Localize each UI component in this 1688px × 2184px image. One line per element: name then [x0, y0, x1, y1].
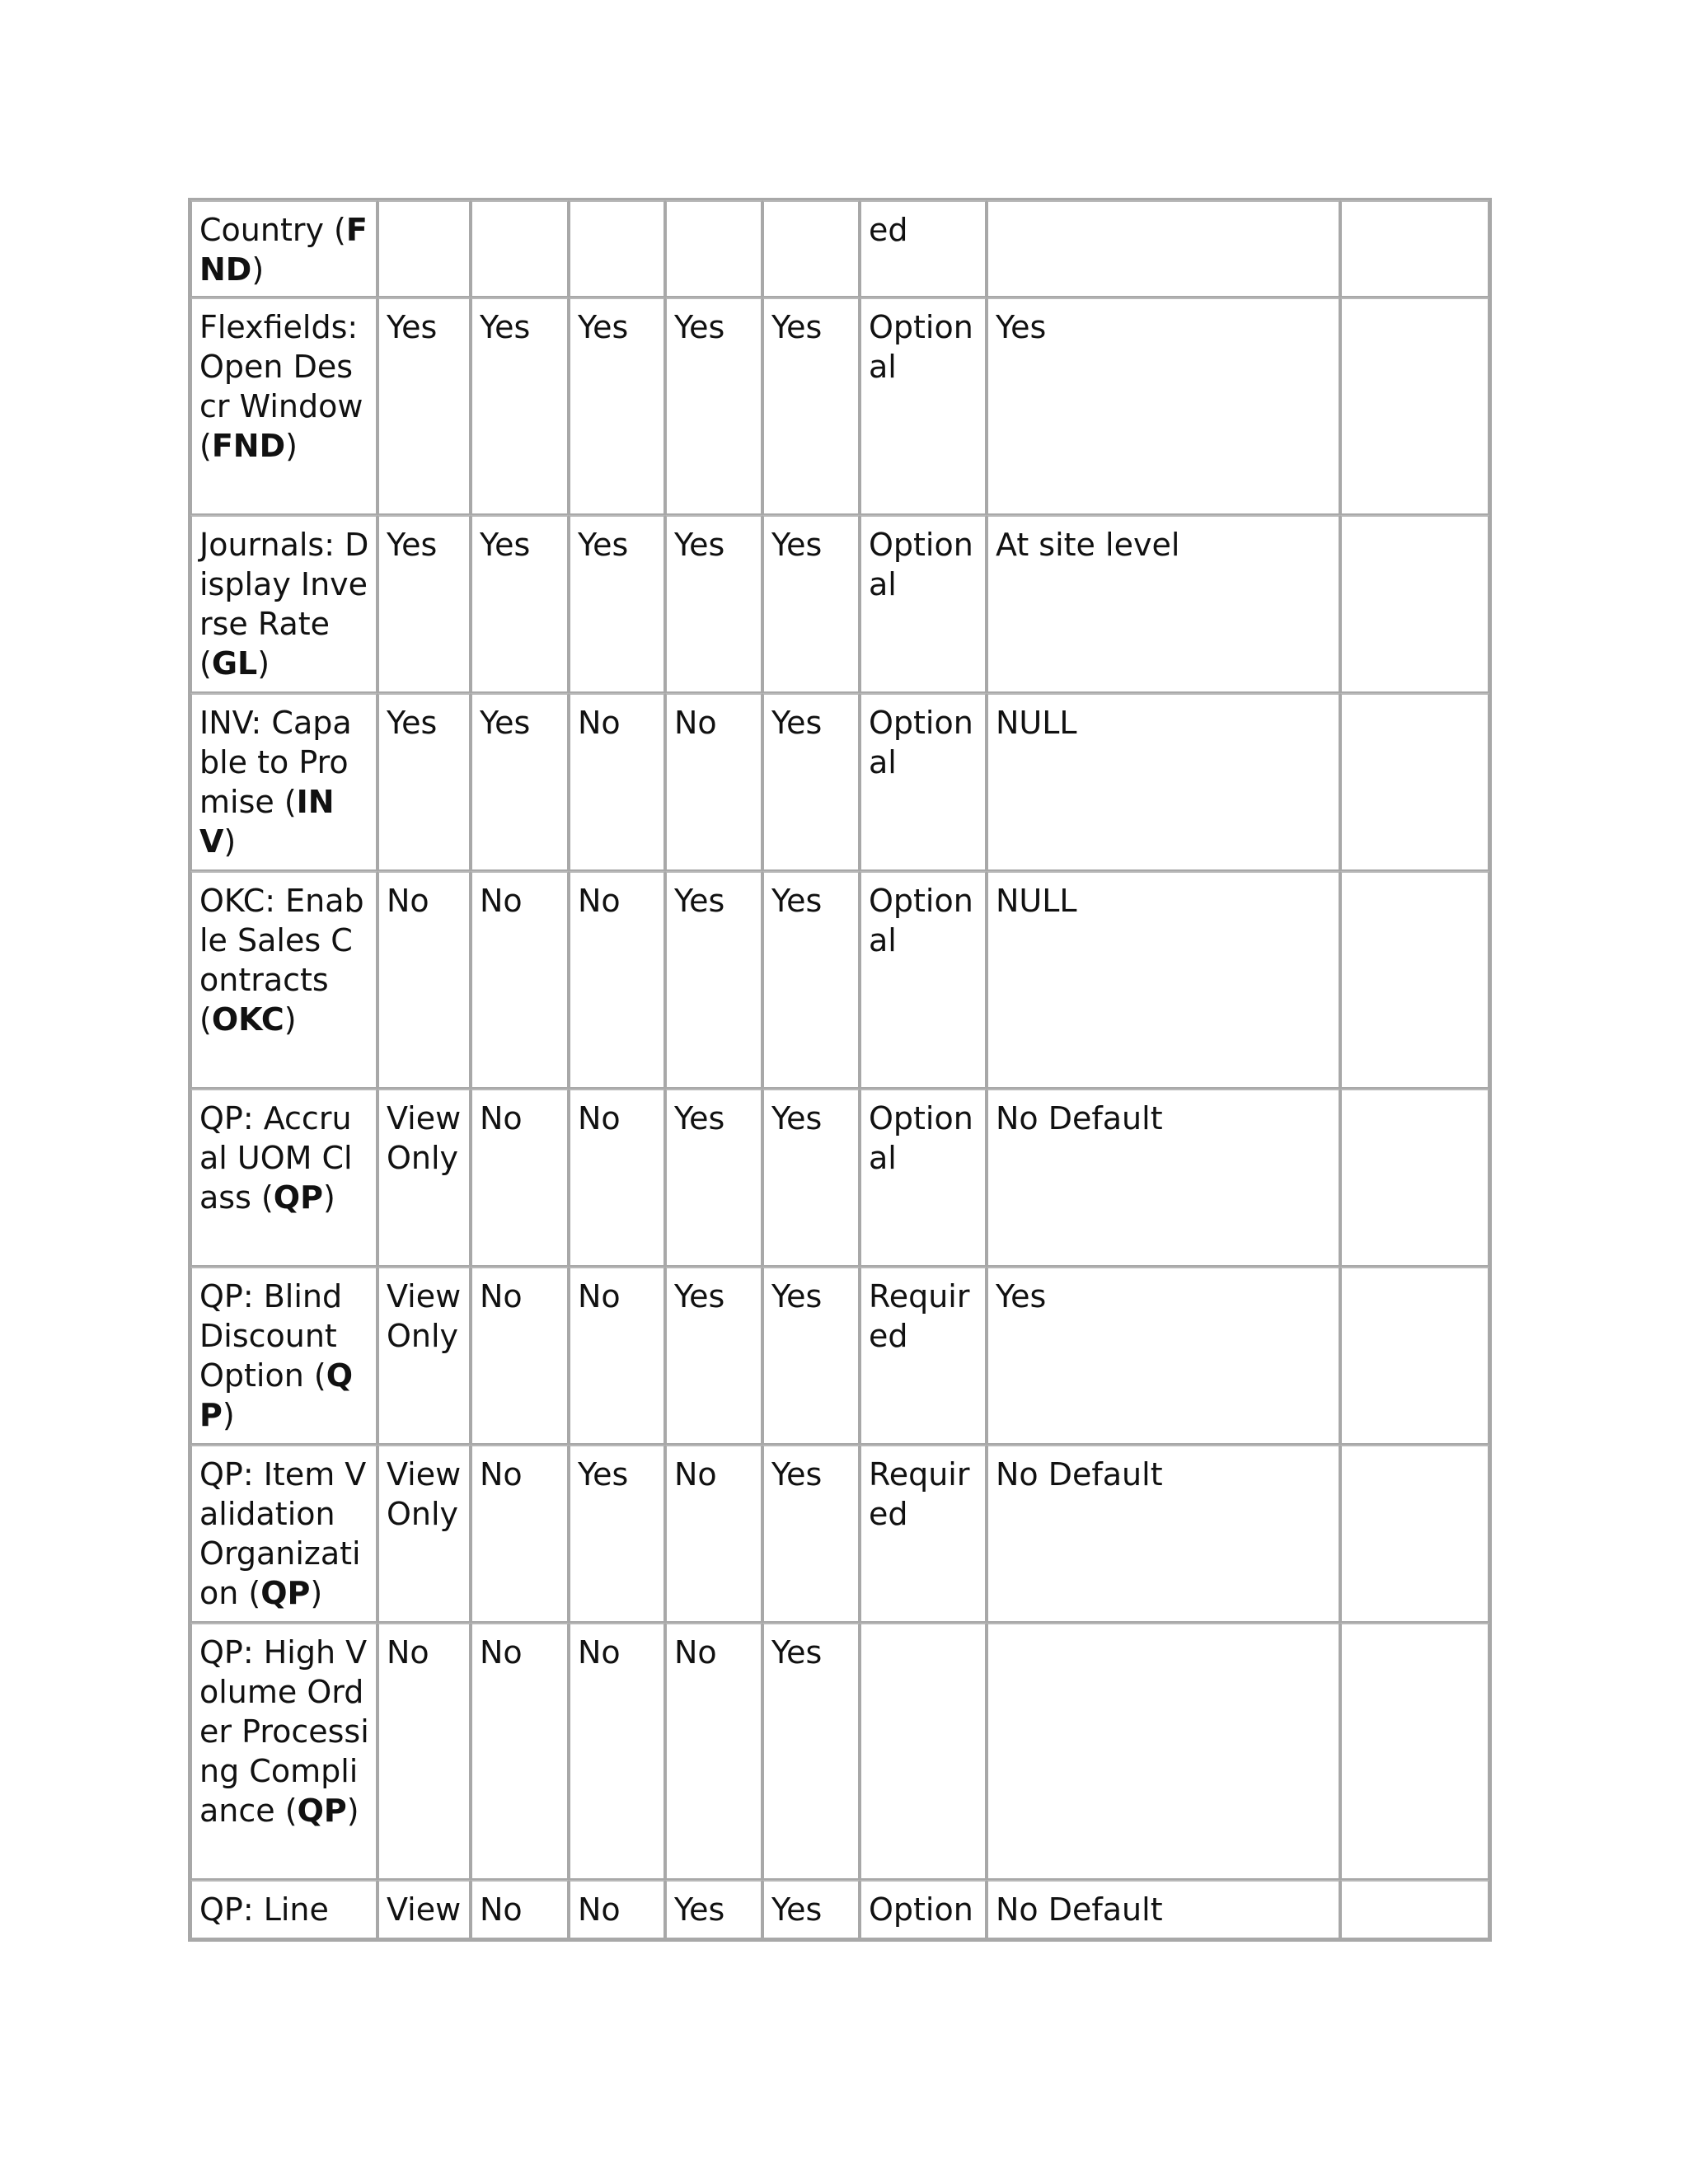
default-value-cell — [987, 200, 1340, 298]
access-level-cell-5: Yes — [762, 871, 860, 1089]
access-level-cell-4: Yes — [665, 515, 762, 693]
application-code: QP — [260, 1575, 311, 1611]
profile-option-name: INV: Capable to Promise — [199, 705, 352, 820]
default-value-cell — [987, 1623, 1340, 1880]
access-level-cell-5: Yes — [762, 298, 860, 515]
table-row — [190, 200, 1489, 298]
access-level-cell-4: Yes — [665, 1089, 762, 1267]
access-level-cell-5: Yes — [762, 1445, 860, 1623]
profile-option-name: Journals: Display Inverse Rate — [199, 527, 369, 642]
profile-option-cell: QP: Blind Discount Option (QP) — [190, 1267, 377, 1445]
access-level-cell-1: No — [377, 871, 471, 1089]
default-value-cell: No Default — [987, 1089, 1340, 1267]
access-level-cell-3: Yes — [569, 515, 665, 693]
access-level-cell-1: View Only — [377, 1089, 471, 1267]
access-level-cell-2 — [471, 200, 569, 298]
access-level-cell-5: Yes — [762, 1623, 860, 1880]
access-level-cell-4: No — [665, 1623, 762, 1880]
access-level-cell-3: No — [569, 1623, 665, 1880]
access-level-cell-4: Yes — [665, 1267, 762, 1445]
default-value-cell: NULL — [987, 871, 1340, 1089]
table-row — [190, 871, 1489, 1089]
access-level-cell-1: View Only — [377, 1267, 471, 1445]
profile-option-name: OKC: Enable Sales Contracts — [199, 883, 364, 998]
notes-cell — [1340, 515, 1489, 693]
profile-option-cell: Journals: Display Inverse Rate (GL) — [190, 515, 377, 693]
default-value-cell: NULL — [987, 693, 1340, 871]
access-level-cell-5: Yes — [762, 693, 860, 871]
access-level-cell-3: No — [569, 871, 665, 1089]
access-level-cell-3: Yes — [569, 1445, 665, 1623]
required-cell: Optional — [860, 298, 987, 515]
application-code: INV — [199, 784, 335, 860]
access-level-cell-1: View Only — [377, 1445, 471, 1623]
access-level-cell-4: Yes — [665, 871, 762, 1089]
default-value-cell: Yes — [987, 298, 1340, 515]
required-cell: Optional — [860, 871, 987, 1089]
access-level-cell-3: No — [569, 1880, 665, 1939]
profile-option-cell — [190, 1880, 377, 1939]
required-cell: Optional — [860, 1089, 987, 1267]
notes-cell — [1340, 871, 1489, 1089]
required-cell: Required — [860, 1267, 987, 1445]
access-level-cell-4: Yes — [665, 298, 762, 515]
profile-option-cell: Country (FND) — [190, 200, 377, 298]
access-level-cell-5: Yes — [762, 1089, 860, 1267]
default-value-cell: At site level — [987, 515, 1340, 693]
application-code: OKC — [211, 1001, 284, 1038]
profile-option-name: QP: Line — [199, 1891, 329, 1928]
access-level-cell-3 — [569, 200, 665, 298]
access-level-cell-3: No — [569, 1089, 665, 1267]
notes-cell — [1340, 1623, 1489, 1880]
notes-cell — [1340, 200, 1489, 298]
access-level-cell-4: No — [665, 1445, 762, 1623]
profile-option-cell: OKC: Enable Sales Contracts (OKC) — [190, 871, 377, 1089]
access-level-cell-4: No — [665, 693, 762, 871]
default-value-cell: Yes — [987, 1267, 1340, 1445]
access-level-cell-4 — [665, 200, 762, 298]
profile-option-cell: QP: Item Validation Organization (QP) — [190, 1445, 377, 1623]
profile-option-cell: QP: High Volume Order Processing Compliance (QP) — [190, 1623, 377, 1880]
access-level-cell-4: Yes — [665, 1880, 762, 1939]
access-level-cell-3: Yes — [569, 298, 665, 515]
required-cell: ed — [860, 200, 987, 298]
access-level-cell-1: No — [377, 1623, 471, 1880]
application-code: GL — [211, 645, 258, 682]
required-cell: Optional — [860, 693, 987, 871]
profile-option-cell: QP: Accrual UOM Class (QP) — [190, 1089, 377, 1267]
access-level-cell-1: View — [377, 1880, 471, 1939]
profile-option-cell: Flexfields: Open Descr Window (FND) — [190, 298, 377, 515]
application-code: QP — [297, 1793, 347, 1829]
notes-cell — [1340, 1880, 1489, 1939]
access-level-cell-1: Yes — [377, 693, 471, 871]
notes-cell — [1340, 1267, 1489, 1445]
required-cell — [860, 1623, 987, 1880]
profile-options-table — [188, 198, 1492, 1942]
access-level-cell-2: No — [471, 1623, 569, 1880]
access-level-cell-2: No — [471, 1267, 569, 1445]
access-level-cell-2: No — [471, 1089, 569, 1267]
access-level-cell-2: Yes — [471, 298, 569, 515]
access-level-cell-2: Yes — [471, 515, 569, 693]
profile-option-name: QP: High Volume Order Processing Compliance — [199, 1634, 369, 1829]
notes-cell — [1340, 298, 1489, 515]
profile-option-name: QP: Item Validation Organization — [199, 1456, 367, 1611]
access-level-cell-1: Yes — [377, 298, 471, 515]
access-level-cell-3: No — [569, 693, 665, 871]
table-row — [190, 1267, 1489, 1445]
default-value-cell: No Default — [987, 1880, 1340, 1939]
access-level-cell-2: Yes — [471, 693, 569, 871]
notes-cell — [1340, 1445, 1489, 1623]
profile-option-name: QP: Accrual UOM Class — [199, 1100, 353, 1216]
notes-cell — [1340, 693, 1489, 871]
access-level-cell-5: Yes — [762, 515, 860, 693]
application-code: QP — [273, 1179, 323, 1216]
table-row — [190, 1623, 1489, 1880]
profile-option-name: Flexfields: Open Descr Window — [199, 309, 363, 424]
access-level-cell-1 — [377, 200, 471, 298]
required-cell: Required — [860, 1445, 987, 1623]
access-level-cell-1: Yes — [377, 515, 471, 693]
table-row — [190, 1089, 1489, 1267]
table-row — [190, 298, 1489, 515]
application-code: FND — [199, 212, 368, 288]
application-code: FND — [211, 428, 286, 464]
access-level-cell-2: No — [471, 871, 569, 1089]
application-code: QP — [199, 1357, 354, 1433]
access-level-cell-5: Yes — [762, 1880, 860, 1939]
access-level-cell-2: No — [471, 1445, 569, 1623]
access-level-cell-5: Yes — [762, 1267, 860, 1445]
table-row — [190, 515, 1489, 693]
profile-option-cell: INV: Capable to Promise (INV) — [190, 693, 377, 871]
notes-cell — [1340, 1089, 1489, 1267]
default-value-cell: No Default — [987, 1445, 1340, 1623]
table-row — [190, 693, 1489, 871]
required-cell: Option — [860, 1880, 987, 1939]
profile-option-name: Country — [199, 212, 324, 248]
access-level-cell-2: No — [471, 1880, 569, 1939]
required-cell: Optional — [860, 515, 987, 693]
table-body — [190, 200, 1489, 1939]
profile-option-name: QP: Blind Discount Option — [199, 1278, 343, 1394]
access-level-cell-3: No — [569, 1267, 665, 1445]
table-row — [190, 1880, 1489, 1939]
table-row — [190, 1445, 1489, 1623]
access-level-cell-5 — [762, 200, 860, 298]
